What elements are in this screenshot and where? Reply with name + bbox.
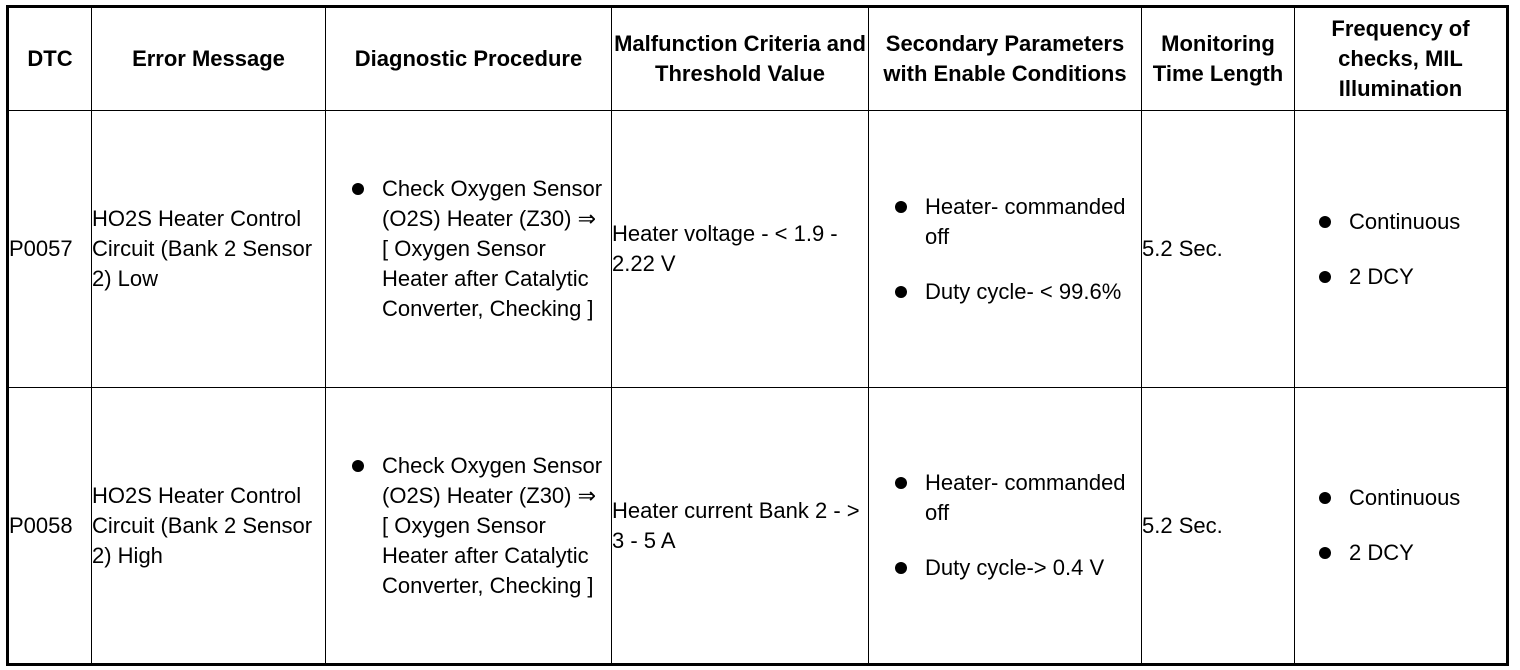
header-error-message: Error Message — [92, 7, 326, 111]
bullet-icon — [1319, 271, 1331, 283]
diagnostic-procedure-cell — [326, 111, 612, 388]
secondary-text: Duty cycle-> 0.4 V — [925, 555, 1105, 580]
dtc-table — [6, 5, 1509, 666]
error-message: HO2S Heater Control Circuit (Bank 2 Sensor 2) Low — [92, 111, 326, 388]
frequency-text: Continuous — [1349, 208, 1461, 234]
frequency-text: 2 DCY — [1349, 263, 1414, 289]
secondary-list — [893, 192, 1137, 307]
header-frequency-mil: Frequency of checks, MIL Illumination — [1295, 7, 1508, 111]
frequency-item — [1317, 538, 1506, 568]
bullet-icon — [895, 201, 907, 213]
monitoring-time: 5.2 Sec. — [1142, 111, 1295, 388]
bullet-icon — [1319, 216, 1331, 228]
bullet-icon — [1319, 492, 1331, 504]
dtc-code: P0058 — [8, 388, 92, 665]
secondary-text: Duty cycle- < 99.6% — [925, 278, 1122, 304]
malfunction-criteria: Heater current Bank 2 - > 3 - 5 A — [612, 388, 869, 665]
bullet-icon — [895, 562, 907, 574]
procedure-list — [350, 174, 605, 324]
frequency-item — [1317, 207, 1506, 237]
header-malfunction-criteria: Malfunction Criteria and Threshold Value — [612, 7, 869, 111]
procedure-list — [350, 451, 605, 601]
procedure-item — [350, 451, 605, 601]
header-diagnostic-procedure: Diagnostic Procedure — [326, 7, 612, 111]
dtc-code: P0057 — [8, 111, 92, 388]
table-row — [8, 388, 1508, 665]
diagnostic-procedure-cell — [326, 388, 612, 665]
secondary-text: Heater- commanded off — [925, 470, 1126, 525]
procedure-text: Check Oxygen Sensor (O2S) Heater (Z30) ⇒ [ Oxygen Sensor Heater after Catalytic Converter, Checking ] — [382, 452, 603, 598]
bullet-icon — [352, 460, 364, 472]
procedure-item — [350, 174, 605, 324]
frequency-item — [1317, 262, 1506, 292]
frequency-list — [1317, 207, 1506, 292]
header-secondary-parameters: Secondary Parameters with Enable Conditions — [869, 7, 1142, 111]
table-row — [8, 111, 1508, 388]
secondary-item — [893, 192, 1137, 252]
header-dtc: DTC — [8, 7, 92, 111]
secondary-list — [893, 468, 1137, 583]
bullet-icon — [352, 183, 364, 195]
frequency-cell — [1295, 388, 1508, 665]
error-message: HO2S Heater Control Circuit (Bank 2 Sensor 2) High — [92, 388, 326, 665]
header-row — [8, 7, 1508, 111]
secondary-item — [893, 277, 1137, 307]
malfunction-criteria: Heater voltage - < 1.9 - 2.22 V — [612, 111, 869, 388]
bullet-icon — [895, 477, 907, 489]
frequency-text: Continuous — [1349, 485, 1461, 510]
header-monitoring-time: Monitoring Time Length — [1142, 7, 1295, 111]
frequency-item — [1317, 483, 1506, 513]
bullet-icon — [895, 286, 907, 298]
secondary-parameters-cell — [869, 111, 1142, 388]
procedure-text: Check Oxygen Sensor (O2S) Heater (Z30) ⇒ [ Oxygen Sensor Heater after Catalytic Converter, Checking ] — [382, 176, 603, 321]
frequency-text: 2 DCY — [1349, 540, 1414, 565]
monitoring-time: 5.2 Sec. — [1142, 388, 1295, 665]
bullet-icon — [1319, 547, 1331, 559]
secondary-text: Heater- commanded off — [925, 193, 1126, 249]
secondary-item — [893, 553, 1137, 583]
frequency-cell — [1295, 111, 1508, 388]
secondary-parameters-cell — [869, 388, 1142, 665]
secondary-item — [893, 468, 1137, 528]
frequency-list — [1317, 483, 1506, 568]
